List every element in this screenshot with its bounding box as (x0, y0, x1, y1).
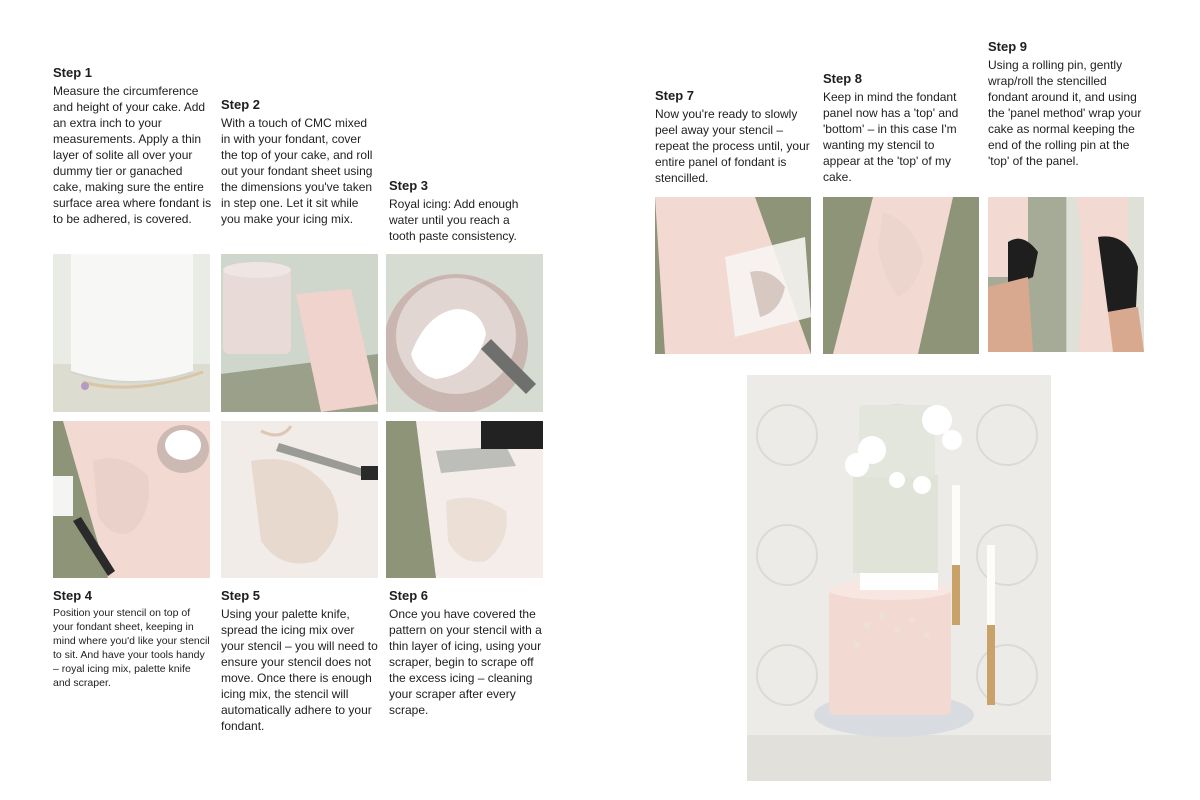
step-6-title: Step 6 (389, 588, 429, 603)
step-5-title: Step 5 (221, 588, 261, 603)
step-2-title: Step 2 (221, 97, 261, 112)
step-6-text: Once you have covered the pattern on your stencil with a thin layer of icing, using your scraper, begin to scrape off the excess icing – cleaning your scraper after every scrape. (389, 607, 542, 717)
step-1-text: Measure the circumference and height of your cake. Add an extra inch to your measurements. Apply a thin layer of solite all over your dummy tier or ganached cake, making sure the entire surface area where fondant is to be adhered, is covered. (53, 84, 212, 226)
step-2-text: With a touch of CMC mixed in with your fondant, cover the top of your cake, and roll out your fondant sheet using the dimensions you've taken in step one. Let it sit while you make your icing mix. (221, 116, 373, 226)
step-3-title: Step 3 (389, 178, 429, 193)
step-5-photo (221, 421, 378, 578)
step-9-text: Using a rolling pin, gently wrap/roll the stencilled fondant around it, and using the 'panel method' wrap your cake as normal keeping the end of the rolling pin at the 'top' of the panel. (988, 58, 1142, 168)
finished-cake-photo (747, 375, 1051, 781)
step-7-text: Now you're ready to slowly peel away your stencil – repeat the process until, your entire panel of fondant is stencilled. (655, 107, 810, 185)
step-2-photo (221, 254, 378, 412)
step-8-text: Keep in mind the fondant panel now has a 'top' and 'bottom' – in this case I'm wanting my stencil to appear at the 'top' of my cake. (823, 90, 959, 184)
step-1-photo (53, 254, 210, 412)
step-1-title: Step 1 (53, 65, 93, 80)
step-4-photo (53, 421, 210, 578)
step-4-title: Step 4 (53, 588, 93, 603)
step-6-photo (386, 421, 543, 578)
step-3-photo (386, 254, 543, 412)
step-8-photo (823, 197, 979, 354)
step-5-text: Using your palette knife, spread the icing mix over your stencil – you will need to ensure your stencil does not move. Once there is enough icing mix, the stencil will automatically adhere to your fondant. (221, 607, 378, 733)
step-8-title: Step 8 (823, 71, 863, 86)
step-7-photo (655, 197, 811, 354)
step-3-text: Royal icing: Add enough water until you reach a tooth paste consistency. (389, 197, 519, 243)
step-9-title: Step 9 (988, 39, 1028, 54)
step-9-photo (988, 197, 1144, 352)
step-4-text: Position your stencil on top of your fondant sheet, keeping in mind where you'd like your stencil to sit. And have your tools handy – royal icing mix, palette knife and scraper. (53, 607, 210, 689)
step-7-title: Step 7 (655, 88, 695, 103)
